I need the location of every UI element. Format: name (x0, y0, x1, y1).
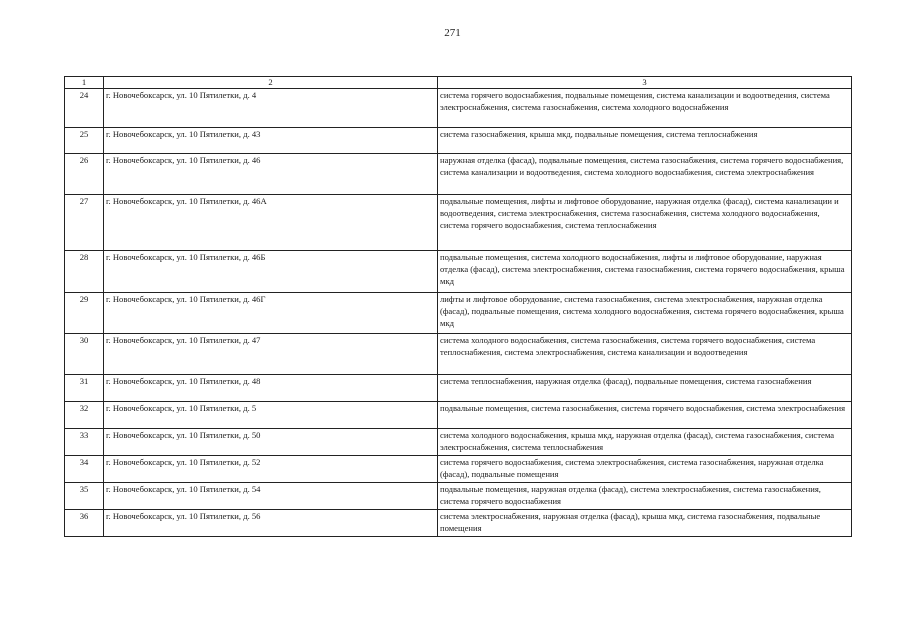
page-number: 271 (444, 27, 461, 39)
row-address: г. Новочебоксарск, ул. 10 Пятилетки, д. 54 (104, 483, 438, 510)
table-header-row (65, 77, 852, 89)
row-works: система холодного водоснабжения, крыша мкд, наружная отделка (фасад), система газоснабжения, система электроснабжения, система теплоснабжения (438, 429, 852, 456)
table-row (65, 154, 852, 195)
row-address: г. Новочебоксарск, ул. 10 Пятилетки, д. 4 (104, 89, 438, 128)
row-number: 28 (65, 251, 104, 293)
table-row (65, 251, 852, 293)
table-row (65, 334, 852, 375)
row-number: 33 (65, 429, 104, 456)
table-row (65, 89, 852, 128)
row-address: г. Новочебоксарск, ул. 10 Пятилетки, д. 46Г (104, 293, 438, 334)
row-number: 27 (65, 195, 104, 251)
table-row (65, 128, 852, 154)
row-works: система горячего водоснабжения, система электроснабжения, система газоснабжения, наружная отделка (фасад), подвальные помещения (438, 456, 852, 483)
column-header-number: 1 (65, 77, 104, 89)
row-number: 29 (65, 293, 104, 334)
table-row (65, 429, 852, 456)
row-address: г. Новочебоксарск, ул. 10 Пятилетки, д. 48 (104, 375, 438, 402)
row-address: г. Новочебоксарск, ул. 10 Пятилетки, д. 52 (104, 456, 438, 483)
table-row (65, 510, 852, 537)
row-address: г. Новочебоксарск, ул. 10 Пятилетки, д. 46 (104, 154, 438, 195)
row-works: система горячего водоснабжения, подвальные помещения, система канализации и водоотведения, система электроснабжения, система газоснабжения, система холодного водоснабжения (438, 89, 852, 128)
table-row (65, 375, 852, 402)
row-number: 26 (65, 154, 104, 195)
row-address: г. Новочебоксарск, ул. 10 Пятилетки, д. 46Б (104, 251, 438, 293)
table-row (65, 402, 852, 429)
row-number: 35 (65, 483, 104, 510)
row-works: подвальные помещения, лифты и лифтовое оборудование, наружная отделка (фасад), система канализации и водоотведения, система электроснабжения, система газоснабжения, система холодного водоснабжения, система горячего водоснабжения, система теплоснабжения (438, 195, 852, 251)
table-row (65, 293, 852, 334)
row-address: г. Новочебоксарск, ул. 10 Пятилетки, д. 56 (104, 510, 438, 537)
row-works: система газоснабжения, крыша мкд, подвальные помещения, система теплоснабжения (438, 128, 852, 154)
row-works: система электроснабжения, наружная отделка (фасад), крыша мкд, система газоснабжения, подвальные помещения (438, 510, 852, 537)
row-number: 25 (65, 128, 104, 154)
row-number: 30 (65, 334, 104, 375)
row-address: г. Новочебоксарск, ул. 10 Пятилетки, д. 5 (104, 402, 438, 429)
row-number: 34 (65, 456, 104, 483)
row-address: г. Новочебоксарск, ул. 10 Пятилетки, д. 50 (104, 429, 438, 456)
row-works: система холодного водоснабжения, система газоснабжения, система горячего водоснабжения, система теплоснабжения, система электроснабжения, система канализации и водоотведения (438, 334, 852, 375)
row-works: подвальные помещения, наружная отделка (фасад), система электроснабжения, система газоснабжения, система горячего водоснабжения (438, 483, 852, 510)
row-number: 24 (65, 89, 104, 128)
table-row (65, 195, 852, 251)
row-works: лифты и лифтовое оборудование, система газоснабжения, система электроснабжения, наружная отделка (фасад), подвальные помещения, система холодного водоснабжения, система горячего водоснабжения, крыша мкд (438, 293, 852, 334)
row-works: система теплоснабжения, наружная отделка (фасад), подвальные помещения, система газоснабжения (438, 375, 852, 402)
column-header-works: 3 (438, 77, 852, 89)
row-address: г. Новочебоксарск, ул. 10 Пятилетки, д. 47 (104, 334, 438, 375)
row-address: г. Новочебоксарск, ул. 10 Пятилетки, д. 43 (104, 128, 438, 154)
table-row (65, 483, 852, 510)
table-row (65, 456, 852, 483)
row-works: подвальные помещения, система газоснабжения, система горячего водоснабжения, система электроснабжения (438, 402, 852, 429)
row-number: 31 (65, 375, 104, 402)
row-address: г. Новочебоксарск, ул. 10 Пятилетки, д. 46А (104, 195, 438, 251)
row-works: наружная отделка (фасад), подвальные помещения, система газоснабжения, система горячего водоснабжения, система канализации и водоотведения, система холодного водоснабжения, система электроснабжения (438, 154, 852, 195)
column-header-address: 2 (104, 77, 438, 89)
row-number: 36 (65, 510, 104, 537)
row-number: 32 (65, 402, 104, 429)
works-table (64, 76, 852, 537)
row-works: подвальные помещения, система холодного водоснабжения, лифты и лифтовое оборудование, наружная отделка (фасад), система электроснабжения, система газоснабжения, система горячего водоснабжения, крыша мкд (438, 251, 852, 293)
